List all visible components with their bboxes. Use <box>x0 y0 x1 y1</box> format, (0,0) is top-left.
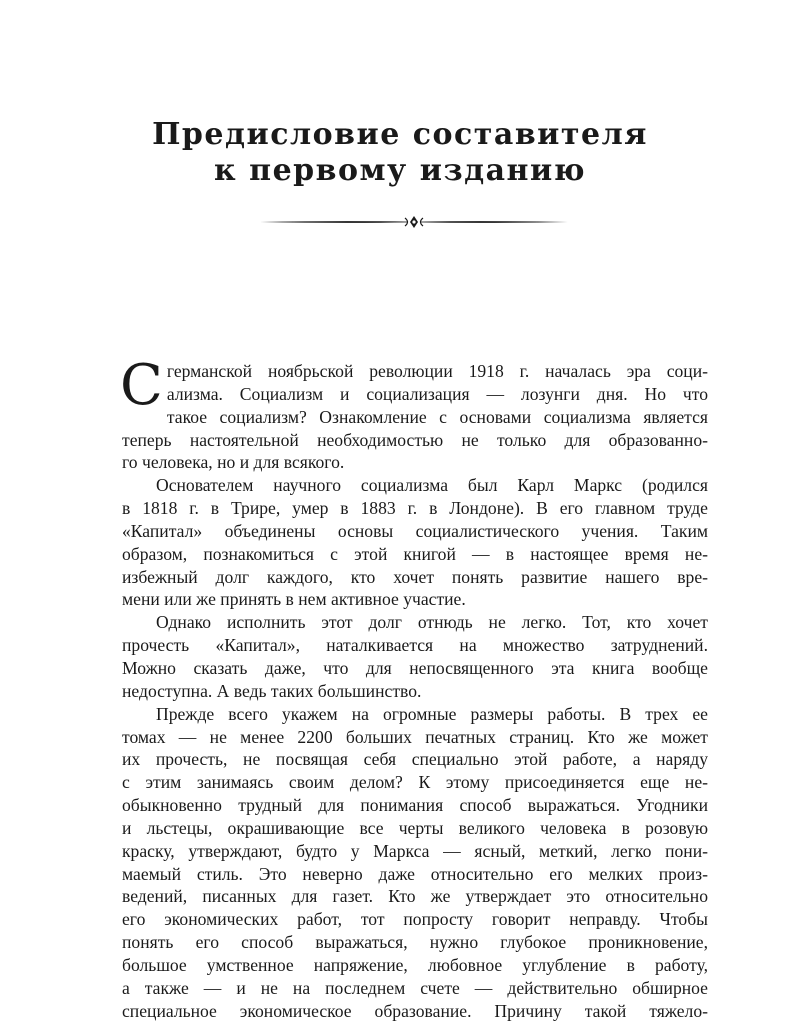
text-line: теперь настоятельной необходимостью не только для образованно- <box>122 429 708 450</box>
text-line: их прочесть, не посвящая себя специально этой работе, а наряду <box>122 749 708 770</box>
text-line: краску, утверждают, будто у Маркса — ясный, меткий, легко пони- <box>122 840 708 861</box>
text-line: такое социализм? Ознакомление с основами социализма является <box>166 406 708 427</box>
body-text <box>120 353 708 1022</box>
text-line: Основателем научного социализма был Карл Маркс (родился <box>156 475 708 496</box>
text-line: германской ноябрьской революции 1918 г. началась эра соци- <box>166 361 708 381</box>
text-line: его экономических работ, тот попросту говорит неправду. Чтобы <box>122 909 708 930</box>
text-line: прочесть «Капитал», наталкивается на множество затруднений. <box>122 635 708 656</box>
paragraph-3 <box>122 611 708 702</box>
drop-cap: С <box>120 353 163 418</box>
text-line: и льстецы, окрашивающие все черты великого человека в розовую <box>122 817 708 838</box>
title-line-1: Предисловие составителя <box>152 117 648 152</box>
title-line-2: к первому изданию <box>214 153 586 188</box>
text-line: го человека, но и для всякого. <box>122 452 345 473</box>
text-line: а также — и не на последнем счете — действительно обширное <box>122 977 708 998</box>
text-line: избежный долг каждого, кто хочет понять развитие нашего вре- <box>122 566 708 587</box>
text-line: с этим занимаясь своим делом? К этому присоединяется еще не- <box>122 772 708 793</box>
text-line: в 1818 г. в Трире, умер в 1883 г. в Лондоне). В его главном труде <box>122 498 708 519</box>
text-line: обыкновенно трудный для понимания способ выражаться. Угодники <box>122 795 708 816</box>
text-line: образом, познакомиться с этой книгой — в настоящее время не- <box>122 543 708 564</box>
text-line: Прежде всего укажем на огромные размеры работы. В трех ее <box>156 703 708 724</box>
text-line: ведений, писанных для газет. Кто же утверждает это относительно <box>122 886 708 907</box>
text-line: специальное экономическое образование. Причину такой тяжело- <box>122 1000 708 1021</box>
text-line: ализма. Социализм и социализация — лозунги дня. Но что <box>166 383 708 404</box>
text-line: маемый стиль. Это неверно даже относительно его мелких произ- <box>122 863 708 884</box>
text-line: «Капитал» объединены основы социалистического учения. Таким <box>122 520 708 541</box>
paragraph-4 <box>122 703 708 1022</box>
page-title <box>0 117 800 189</box>
ornamental-divider-icon <box>258 214 570 230</box>
text-line: мени или же принять в нем активное участие. <box>122 589 466 610</box>
text-line: понять его способ выражаться, нужно глубокое проникновение, <box>122 932 708 953</box>
paragraph-2 <box>122 474 708 611</box>
text-line: томах — не менее 2200 больших печатных страниц. Кто же может <box>122 726 708 747</box>
paragraph-1 <box>120 353 708 474</box>
text-line: недоступна. А ведь таких большинство. <box>122 680 422 701</box>
text-line: Можно сказать даже, что для непосвященного эта книга вообще <box>122 657 708 678</box>
text-line: Однако исполнить этот долг отнюдь не легко. Тот, кто хочет <box>156 612 708 633</box>
text-line: большое умственное напряжение, любовное углубление в работу, <box>122 954 708 975</box>
